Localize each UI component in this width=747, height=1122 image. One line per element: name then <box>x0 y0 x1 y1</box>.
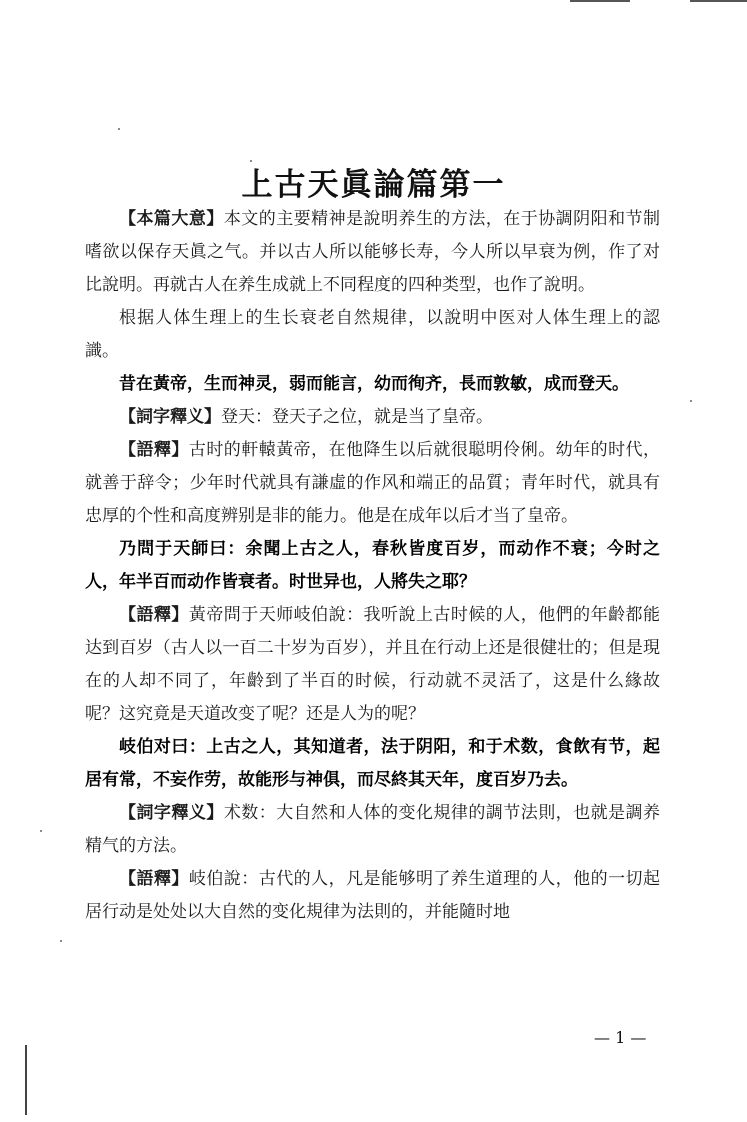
paragraph-text: 本文的主要精神是說明养生的方法，在于协調阴阳和节制嗜欲以保存天眞之气。并以古人所以能够长寿，今人所以早衰为例，作了对比說明。再就古人在养生成就上不同程度的四种类型，也作了說明。 <box>85 209 661 295</box>
paragraph-2 <box>85 302 660 368</box>
scan-speck <box>40 830 42 832</box>
body-text <box>85 203 660 929</box>
paragraph-text: 登天：登天子之位，就是当了皇帝。 <box>221 407 493 427</box>
classic-text-3 <box>85 731 660 797</box>
paragraph-label: 【語釋】 <box>119 605 189 625</box>
paragraph-text: 古时的軒轅黃帝，在他降生以后就很聪明伶俐。幼年的时代，就善于辞令；少年时代就具有謙虛的作风和端正的品質；青年时代，就具有忠厚的个性和高度辨别是非的能力。他是在成年以后才当了皇帝。 <box>85 440 661 526</box>
paragraph-text: 黃帝問于天师岐伯說：我听說上古时候的人，他們的年齡都能达到百岁（古人以一百二十岁为百岁），并且在行动上还是很健壮的；但是現在的人却不同了，年齡到了半百的时候，行动就不灵活了，这是什么緣故呢？这究竟是天道改变了呢？还是人为的呢？ <box>85 605 661 724</box>
scan-speck <box>690 400 692 402</box>
page-number: — 1 — <box>594 1028 647 1047</box>
paragraph-label: 【詞字釋义】 <box>119 803 224 823</box>
scan-speck <box>250 160 252 162</box>
paragraph-10 <box>85 863 660 929</box>
paragraph-4 <box>85 401 660 434</box>
paragraph-label: 【語釋】 <box>119 440 189 460</box>
paragraph-label: 【詞字釋义】 <box>119 407 221 427</box>
classic-text-2 <box>85 533 660 599</box>
paragraph-text: 昔在黃帝，生而神灵，弱而能言，幼而徇齐，長而敦敏，成而登天。 <box>119 374 629 394</box>
scan-edge-line <box>570 0 630 2</box>
scan-speck <box>118 128 120 130</box>
paragraph-7 <box>85 599 660 731</box>
paragraph-5 <box>85 434 660 533</box>
paragraph-text: 岐伯說：古代的人，凡是能够明了养生道理的人，他的一切起居行动是处处以大自然的变化規律为法則的，并能隨时地 <box>85 869 661 922</box>
scan-speck <box>60 940 62 942</box>
paragraph-9 <box>85 797 660 863</box>
classic-text-1 <box>85 368 660 401</box>
paragraph-text: 岐伯对曰：上古之人，其知道者，法于阴阳，和于术数，食飲有节，起居有常，不妄作劳，故能形与神俱，而尽終其天年，度百岁乃去。 <box>85 737 660 790</box>
paragraph-label: 【語釋】 <box>119 869 189 889</box>
scan-edge-line <box>690 0 747 2</box>
page-title: 上古天眞論篇第一 <box>241 166 506 203</box>
paragraph-text: 术数：大自然和人体的变化規律的調节法則，也就是調养精气的方法。 <box>85 803 661 856</box>
paragraph-label: 【本篇大意】 <box>119 209 224 229</box>
scan-edge-mark <box>25 1045 27 1115</box>
paragraph-1 <box>85 203 660 302</box>
paragraph-text: 乃問于天師曰：余聞上古之人，春秋皆度百岁，而动作不衰；今时之人，年半百而动作皆衰者。时世异也，人將失之耶？ <box>85 539 660 592</box>
paragraph-text: 根据人体生理上的生长衰老自然規律，以說明中医对人体生理上的認識。 <box>85 308 660 361</box>
